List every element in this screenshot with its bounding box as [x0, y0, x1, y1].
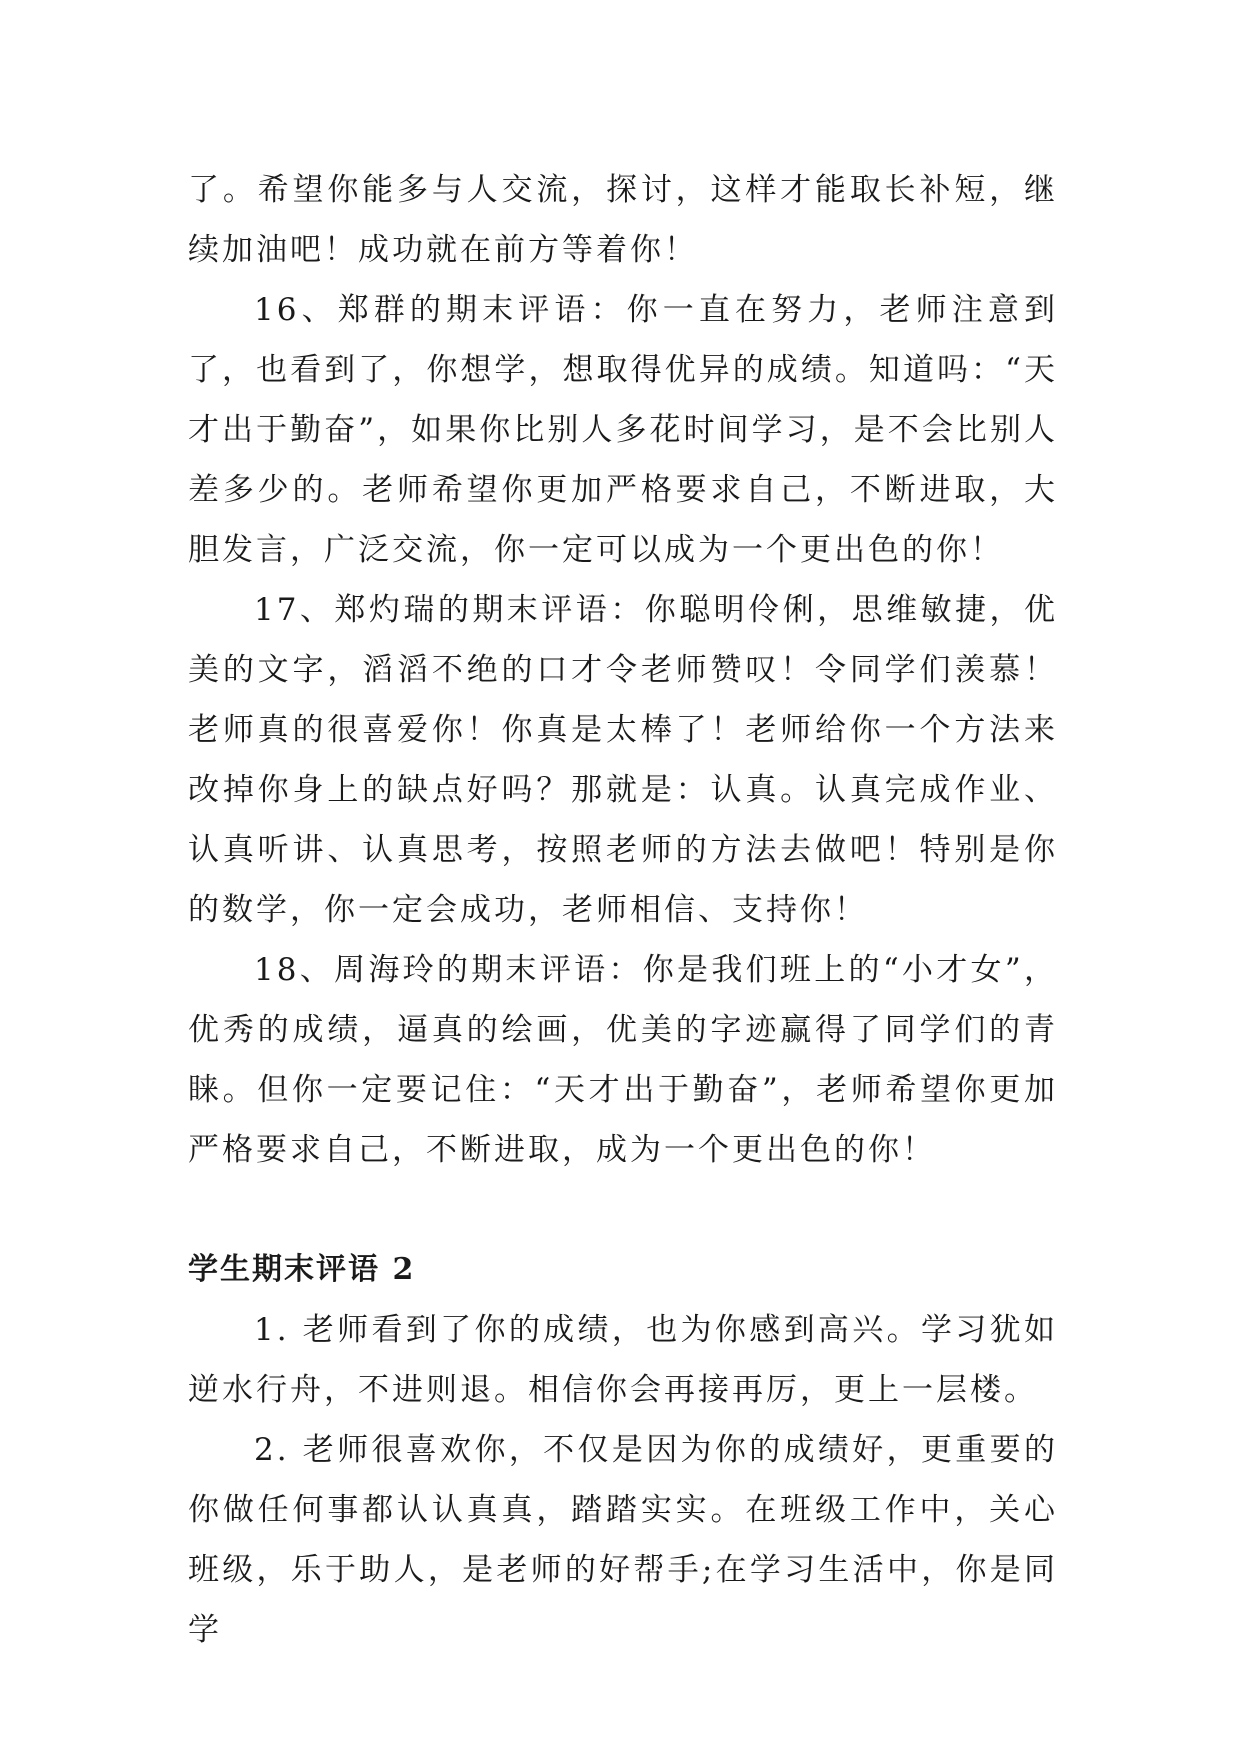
- paragraph-item-2: 2. 老师很喜欢你，不仅是因为你的成绩好，更重要的你做任何事都认认真真，踏踏实实。在班级工作中，关心班级，乐于助人，是老师的好帮手;在学习生活中，你是同学: [188, 1432, 1058, 1648]
- paragraph-continuation: 了。希望你能多与人交流，探讨，这样才能取长补短，继续加油吧！成功就在前方等着你！: [188, 172, 1058, 268]
- paragraph-comment-18: 18、周海玲的期末评语：你是我们班上的“小才女”，优秀的成绩，逼真的绘画，优美的字迹赢得了同学们的青睐。但你一定要记住：“天才出于勤奋”，老师希望你更加严格要求自己，不断进取，成为一个更出色的你！: [188, 952, 1058, 1168]
- document-body: [188, 160, 1058, 1660]
- paragraph-comment-17: 17、郑灼瑞的期末评语：你聪明伶俐，思维敏捷，优美的文字，滔滔不绝的口才令老师赞叹！令同学们羡慕！老师真的很喜爱你！你真是太棒了！老师给你一个方法来改掉你身上的缺点好吗？那就是：认真。认真完成作业、认真听讲、认真思考，按照老师的方法去做吧！特别是你的数学，你一定会成功，老师相信、支持你！: [188, 592, 1058, 928]
- paragraph-item-1: 1. 老师看到了你的成绩，也为你感到高兴。学习犹如逆水行舟，不进则退。相信你会再接再厉，更上一层楼。: [188, 1312, 1058, 1408]
- paragraph-comment-16: 16、郑群的期末评语：你一直在努力，老师注意到了，也看到了，你想学，想取得优异的成绩。知道吗：“天才出于勤奋”，如果你比别人多花时间学习，是不会比别人差多少的。老师希望你更加严格要求自己，不断进取，大胆发言，广泛交流，你一定可以成为一个更出色的你！: [188, 292, 1058, 568]
- section-title: 学生期末评语 2: [188, 1252, 416, 1287]
